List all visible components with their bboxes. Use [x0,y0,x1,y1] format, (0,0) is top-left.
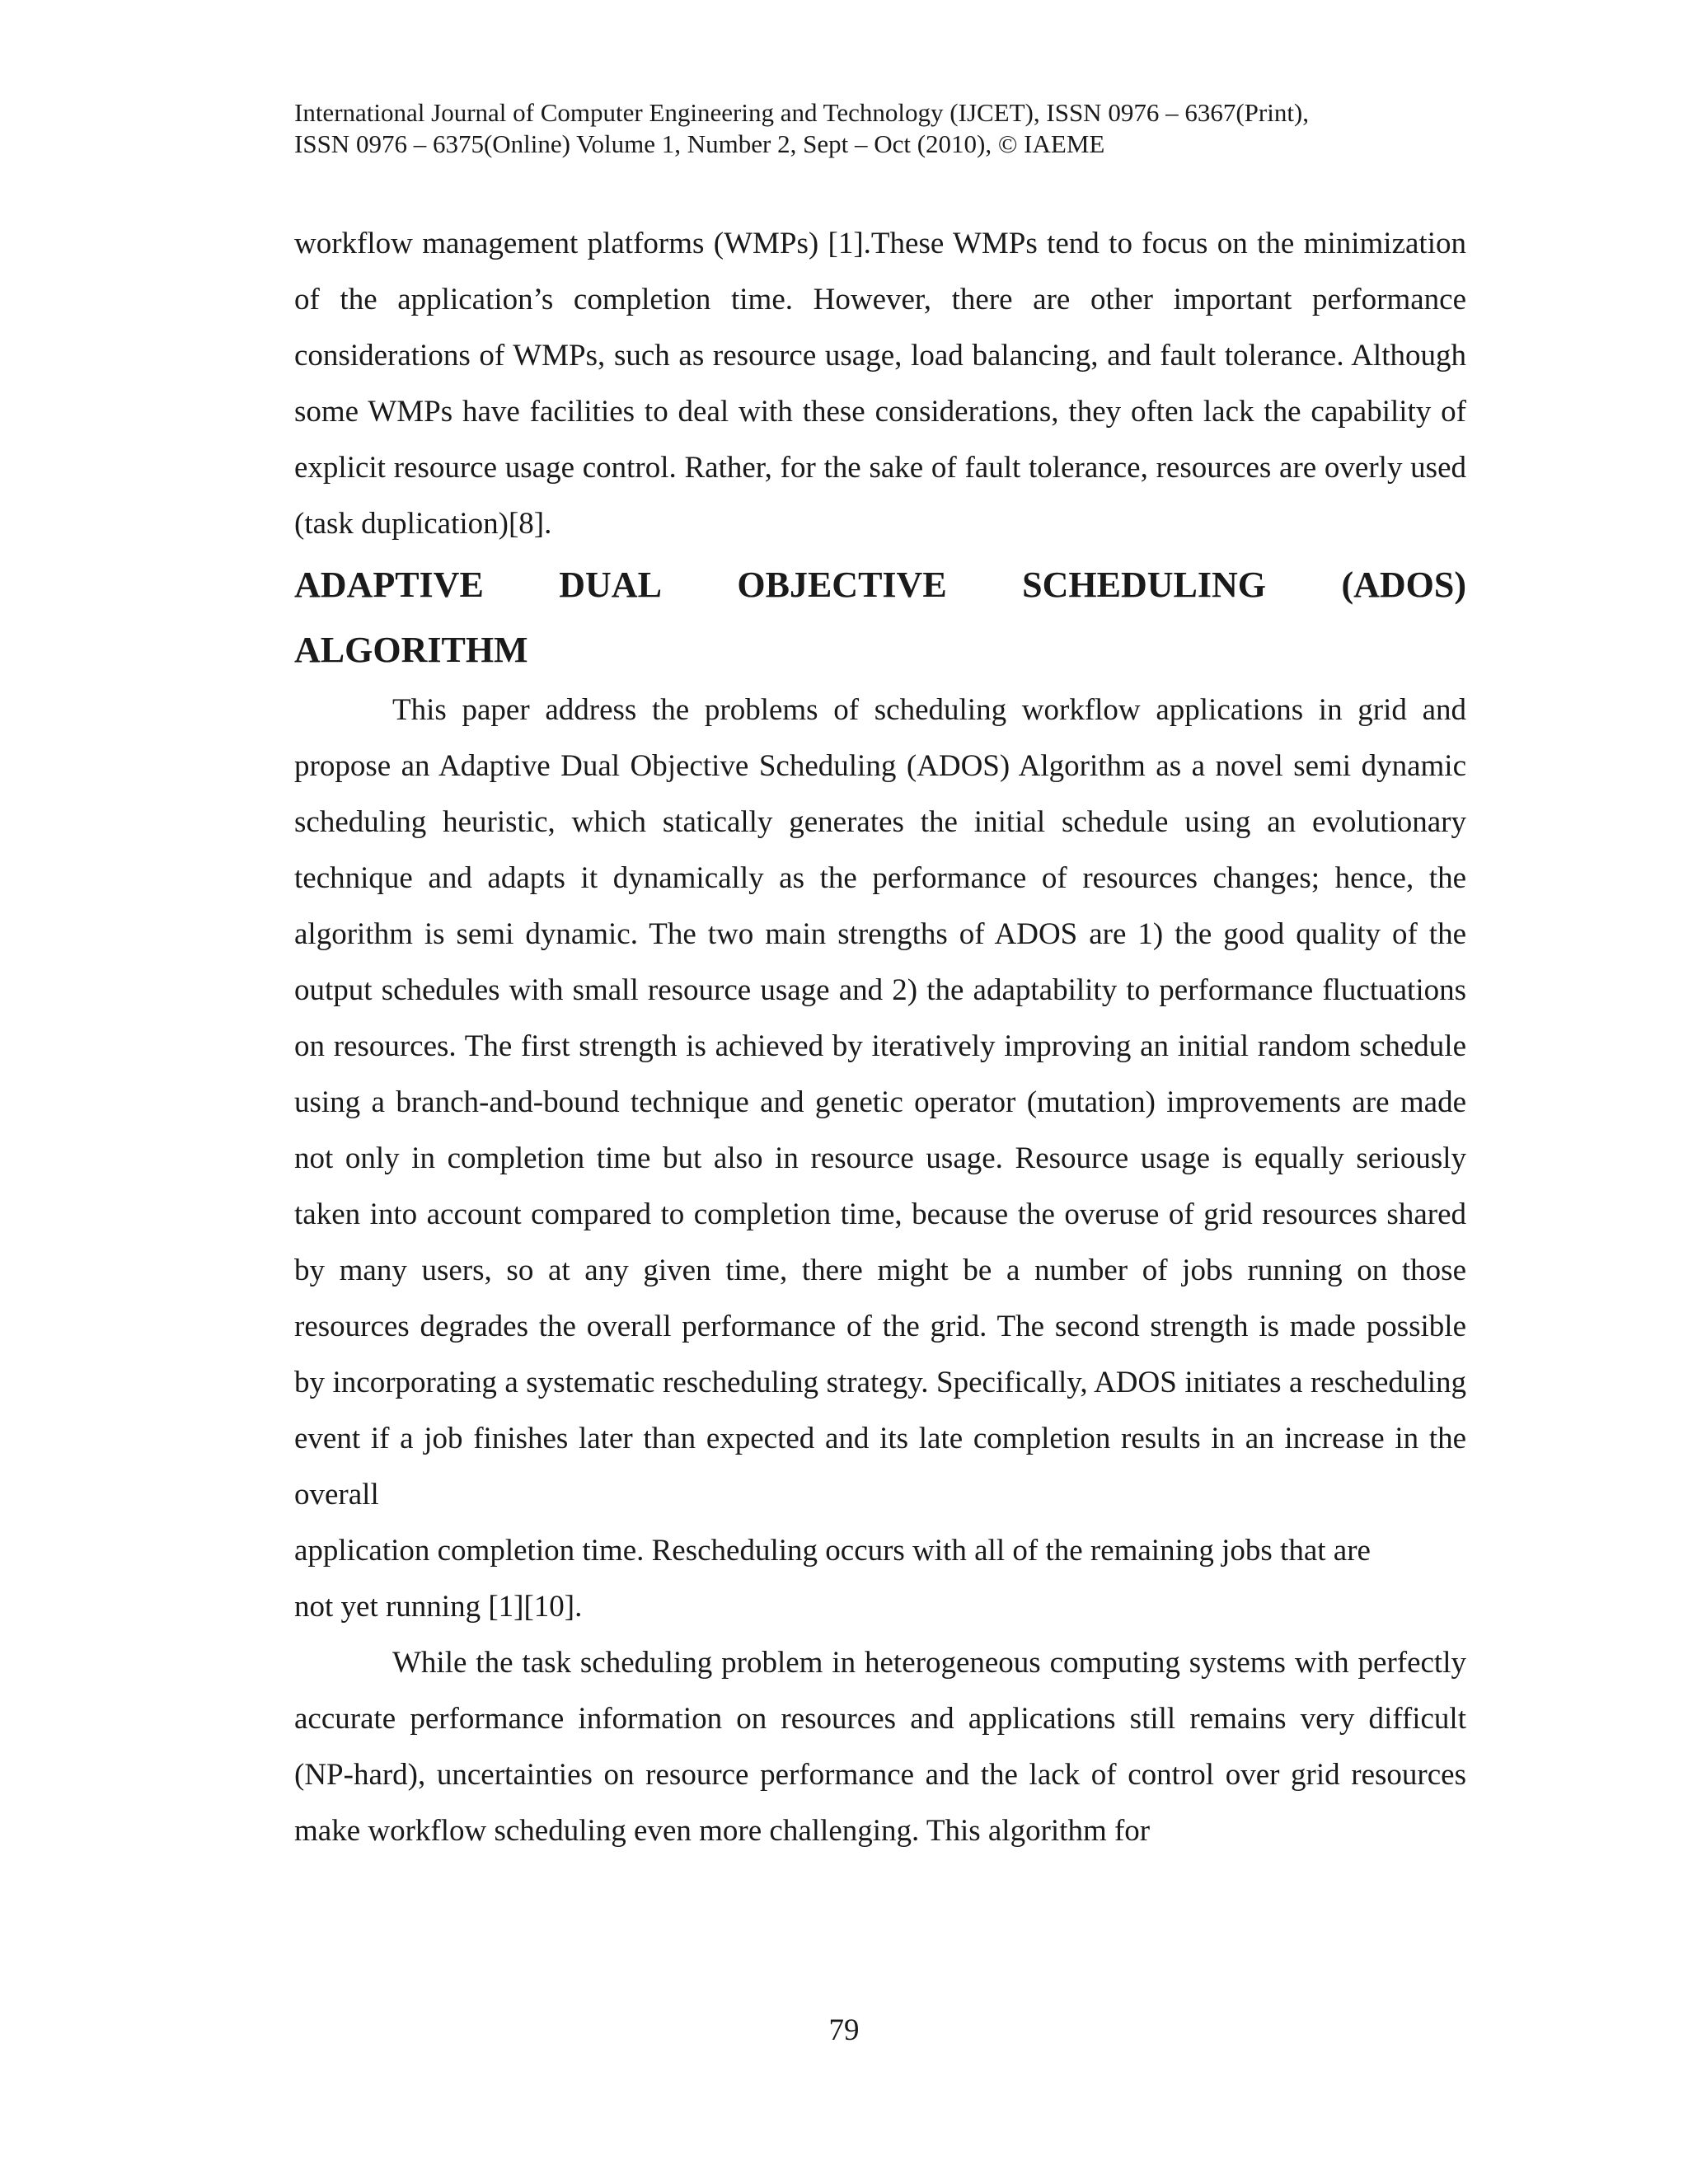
journal-header [294,97,1448,160]
section-heading [294,552,1466,682]
journal-header-line-1: International Journal of Computer Engineering and Technology (IJCET), ISSN 0976 – 6367(Print), [294,98,1310,127]
heading-word: SCHEDULING [1022,565,1266,605]
paragraph-1-line-b: not yet running [1][10]. [294,1590,583,1624]
intro-paragraph: workflow management platforms (WMPs) [1].These WMPs tend to focus on the minimization of the application’s completion time. However, there are other important performance considerations of WMPs, such as resource usage, load balancing, and fault tolerance. Although some WMPs have facilities to deal with these considerations, they often lack the capability of explicit resource usage control. Rather, for the sake of fault tolerance, resources are overly used (task duplication)[8]. [294,227,1466,541]
paragraph-2: While the task scheduling problem in heterogeneous computing systems with perfectly accurate performance information on resources and applications still remains very difficult (NP-hard), uncertainties on resource performance and the lack of control over grid resources make workflow scheduling even more challenging. This algorithm for [294,1646,1466,1848]
heading-word: (ADOS) [1341,565,1466,605]
heading-word: ADAPTIVE [294,565,484,605]
page-number: 79 [828,2013,860,2047]
paragraph-1-main: This paper address the problems of scheduling workflow applications in grid and propose an Adaptive Dual Objective Scheduling (ADOS) Algorithm as a novel semi dynamic scheduling heuristic, which statically generates the initial schedule using an evolutionary technique and adapts it dynamically as the performance of resources changes; hence, the algorithm is semi dynamic. The two main strengths of ADOS are 1) the good quality of the output schedules with small resource usage and 2) the adaptability to performance fluctuations on resources. The first strength is achieved by iteratively improving an initial random schedule using a branch-and-bound technique and genetic operator (mutation) improvements are made not only in completion time but also in resource usage. Resource usage is equally seriously taken into account compared to completion time, because the overuse of grid resources shared by many users, so at any given time, there might be a number of jobs running on those resources degrades the overall performance of the grid. The second strength is made possible by incorporating a systematic rescheduling strategy. Specifically, ADOS initiates a rescheduling event if a job finishes later than expected and its late completion results in an increase in the overall [294,693,1466,1511]
section-heading-line-1 [294,552,1466,617]
section-heading-line-2: ALGORITHM [294,630,528,670]
heading-word: OBJECTIVE [737,565,947,605]
page-body [294,216,1466,1859]
journal-header-line-2: ISSN 0976 – 6375(Online) Volume 1, Number 2, Sept – Oct (2010), © IAEME [294,129,1105,158]
paragraph-1-line-a: application completion time. Rescheduling occurs with all of the remaining jobs that are [294,1534,1371,1568]
paragraph-1 [294,682,1466,1635]
heading-word: DUAL [559,565,662,605]
